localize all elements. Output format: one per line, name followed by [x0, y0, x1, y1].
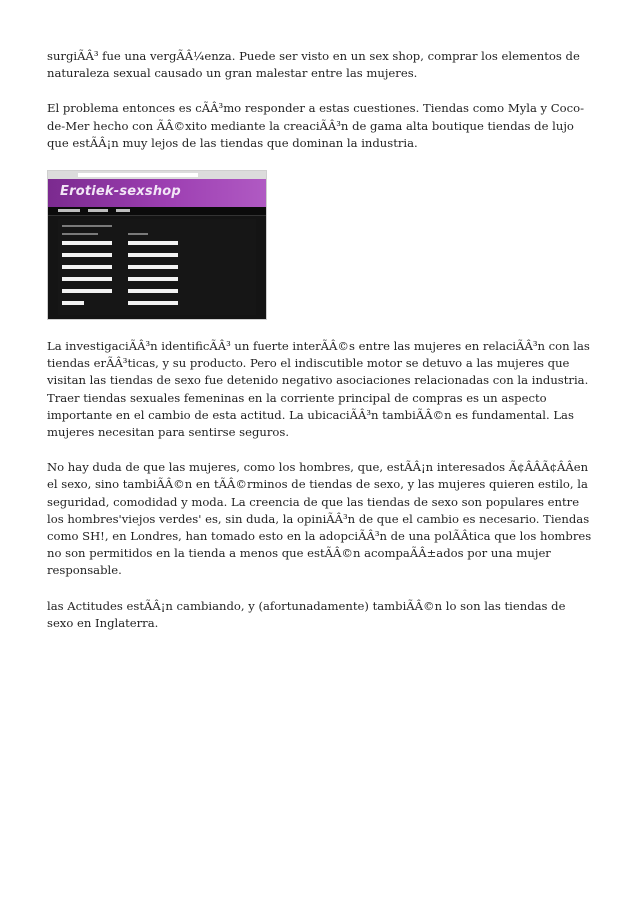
embedded-website-screenshot: [47, 170, 267, 320]
nav-item: [58, 209, 80, 212]
nav-item: [88, 209, 108, 212]
form-field: [128, 277, 178, 281]
form-heading: [62, 225, 112, 227]
site-logo: Erotiek-sexshop: [60, 184, 181, 200]
form-field: [62, 265, 112, 269]
form-field: [128, 253, 178, 257]
form-field: [62, 253, 112, 257]
form-field: [62, 301, 84, 305]
address-bar: [78, 173, 198, 177]
paragraph-2: El problema entonces es cÃÂ³mo responder a estas cuestiones. Tiendas como Myla y Coco-de-Mer hecho con ÃÂ©xito mediante la creaciÃÂ³n de gama alta boutique tiendas de lujo que estÃÂ¡n muy lejos de las tiendas que dominan la industria.: [47, 101, 585, 150]
field-label: [128, 233, 148, 235]
nav-item: [116, 209, 130, 212]
registration-form: [58, 219, 256, 315]
paragraph-5: las Actitudes estÃÂ¡n cambiando, y (afortunadamente) tambiÃÂ©n lo son las tiendas de sexo en Inglaterra.: [47, 598, 566, 630]
form-field: [62, 277, 112, 281]
form-field: [62, 241, 112, 245]
site-nav-bar: [48, 207, 266, 216]
paragraph-4: No hay duda de que las mujeres, como los hombres, que, estÃÂ¡n interesados Ã¢ÂÂÃ¢ÂÂen el sexo, sino tambiÃÂ©n en tÃÂ©rminos de tiendas de sexo, y las mujeres quieren estilo, la seguridad, comodidad y moda. La creencia de que las tiendas de sexo son populares entre los hombres'viejos verdes' es, sin duda, la opiniÃÂ³n de que el cambio es necesario. Tiendas como SH!, en Londres, han tomado esto en la adopciÃÂ³n de una polÃÂtica que los hombres no son permitidos en la tienda a menos que estÃÂ©n acompaÃÂ±ados por una mujer responsable.: [47, 460, 592, 578]
browser-chrome: [48, 171, 266, 179]
form-field: [128, 301, 178, 305]
form-field: [128, 289, 178, 293]
form-field: [128, 265, 178, 269]
article-body: [47, 48, 595, 650]
field-label: [62, 233, 98, 235]
paragraph-1: surgiÃÂ³ fue una vergÃÂ¼enza. Puede ser visto en un sex shop, comprar los elementos de naturaleza sexual causado un gran malestar entre las mujeres.: [47, 49, 580, 81]
form-field: [62, 289, 112, 293]
form-field: [128, 241, 178, 245]
paragraph-3: La investigaciÃÂ³n identificÃÂ³ un fuerte interÃÂ©s entre las mujeres en relaciÃÂ³n con las tiendas erÃÂ³ticas, y su producto. Pero el indiscutible motor se detuvo a las mujeres que visitan las tiendas de sexo fue detenido negativo asociaciones relacionadas con la industria. Traer tiendas sexuales femeninas en la corriente principal de compras es un aspecto importante en el cambio de esta actitud. La ubicaciÃÂ³n tambiÃÂ©n es fundamental. Las mujeres necesitan para sentirse seguros.: [47, 339, 590, 440]
